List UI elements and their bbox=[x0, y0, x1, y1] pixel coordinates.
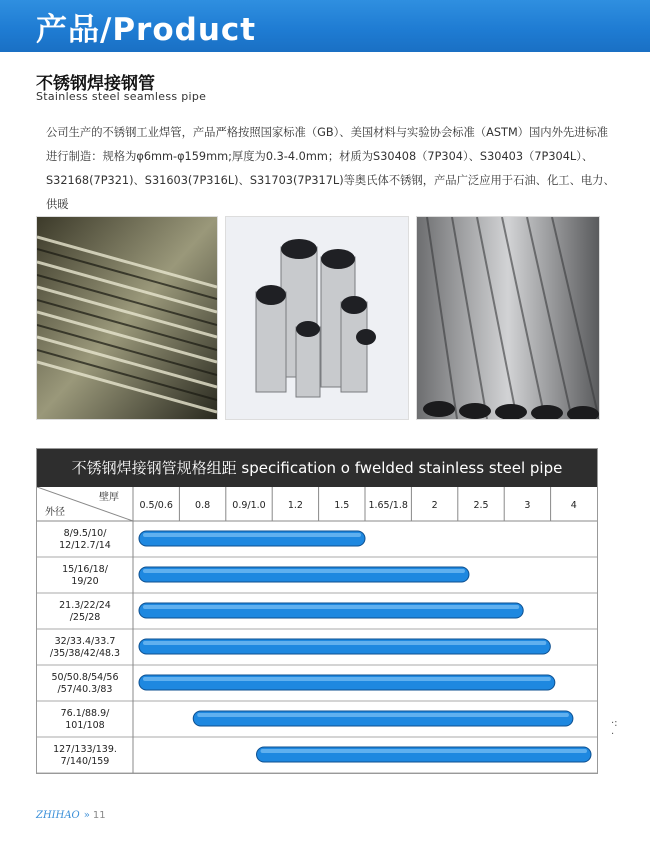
intro-line: 进行制造：规格为φ6mm-φ159mm;厚度为0.3-4.0mm；材质为S30408（7P304）、S30403（7P304L）、 bbox=[46, 150, 594, 163]
spec-grid bbox=[37, 487, 597, 773]
page-banner bbox=[0, 0, 650, 52]
diameter-label: 15/16/18/ bbox=[62, 564, 108, 575]
thickness-label: 0.8 bbox=[195, 500, 211, 511]
thickness-label: 1.65/1.8 bbox=[368, 500, 408, 511]
diameter-label: 8/9.5/10/ bbox=[63, 528, 107, 539]
thickness-label: 3 bbox=[524, 500, 531, 511]
thickness-label: 4 bbox=[570, 500, 577, 511]
range-bar-highlight bbox=[143, 605, 519, 609]
page-number: 11 bbox=[92, 810, 106, 821]
footer bbox=[36, 810, 106, 821]
range-bar-highlight bbox=[143, 533, 361, 537]
pipe-photo-3 bbox=[416, 216, 600, 420]
spec-table-title: 不锈钢焊接钢管规格组距 specification o fwelded stainless steel pipe bbox=[71, 459, 563, 477]
diameter-label: /25/28 bbox=[69, 612, 101, 623]
range-bar-highlight bbox=[197, 713, 569, 717]
thickness-label: 0.9/1.0 bbox=[232, 500, 266, 511]
footer-arrow: » bbox=[83, 810, 90, 821]
decorative-dots: ·: · bbox=[611, 718, 618, 740]
diameter-label: 32/33.4/33.7 bbox=[54, 636, 116, 647]
spec-table bbox=[36, 448, 598, 774]
intro-line: S32168(7P321)、S31603(7P316L)、S31703(7P317L)等奥氏体不锈钢，产品广泛应用于石油、化工、电力、供暖 bbox=[46, 174, 615, 211]
range-bar-highlight bbox=[143, 641, 546, 645]
range-bar-highlight bbox=[143, 677, 551, 681]
diameter-label: 12/12.7/14 bbox=[59, 540, 111, 551]
diameter-label: 7/140/159 bbox=[60, 756, 110, 767]
diameter-label: 101/108 bbox=[65, 720, 105, 731]
thickness-label: 1.2 bbox=[287, 500, 303, 511]
banner-title: 产品/Product bbox=[36, 12, 257, 48]
pipe-photo-2 bbox=[225, 216, 409, 420]
section-title: 不锈钢焊接钢管 bbox=[36, 74, 155, 94]
intro-line: 公司生产的不锈钢工业焊管，产品严格按照国家标准（GB）、美国材料与实验协会标准（ASTM）国内外先进标准 bbox=[46, 126, 609, 139]
thickness-label: 0.5/0.6 bbox=[139, 500, 173, 511]
diameter-label: 50/50.8/54/56 bbox=[51, 672, 119, 683]
range-bar-highlight bbox=[261, 749, 587, 753]
thickness-label: 2.5 bbox=[473, 500, 489, 511]
diameter-label: /57/40.3/83 bbox=[57, 684, 113, 695]
spec-table-header bbox=[37, 449, 597, 487]
section-subtitle: Stainless steel seamless pipe bbox=[36, 90, 207, 103]
diameter-label: 76.1/88.9/ bbox=[60, 708, 110, 719]
diameter-label: /35/38/42/48.3 bbox=[49, 648, 121, 659]
thickness-label: 1.5 bbox=[334, 500, 350, 511]
diameter-label: 21.3/22/24 bbox=[59, 600, 111, 611]
corner-diameter-label: 外径 bbox=[45, 507, 65, 518]
range-bar-highlight bbox=[143, 569, 465, 573]
corner-thickness-label: 壁厚 bbox=[99, 492, 119, 503]
diameter-label: 127/133/139. bbox=[53, 744, 117, 755]
thickness-label: 2 bbox=[431, 500, 438, 511]
thickness-header-row bbox=[37, 487, 597, 521]
pipe-photo-1 bbox=[36, 216, 218, 420]
footer-brand: ZHIHAO bbox=[36, 810, 80, 821]
diameter-label: 19/20 bbox=[71, 576, 99, 587]
